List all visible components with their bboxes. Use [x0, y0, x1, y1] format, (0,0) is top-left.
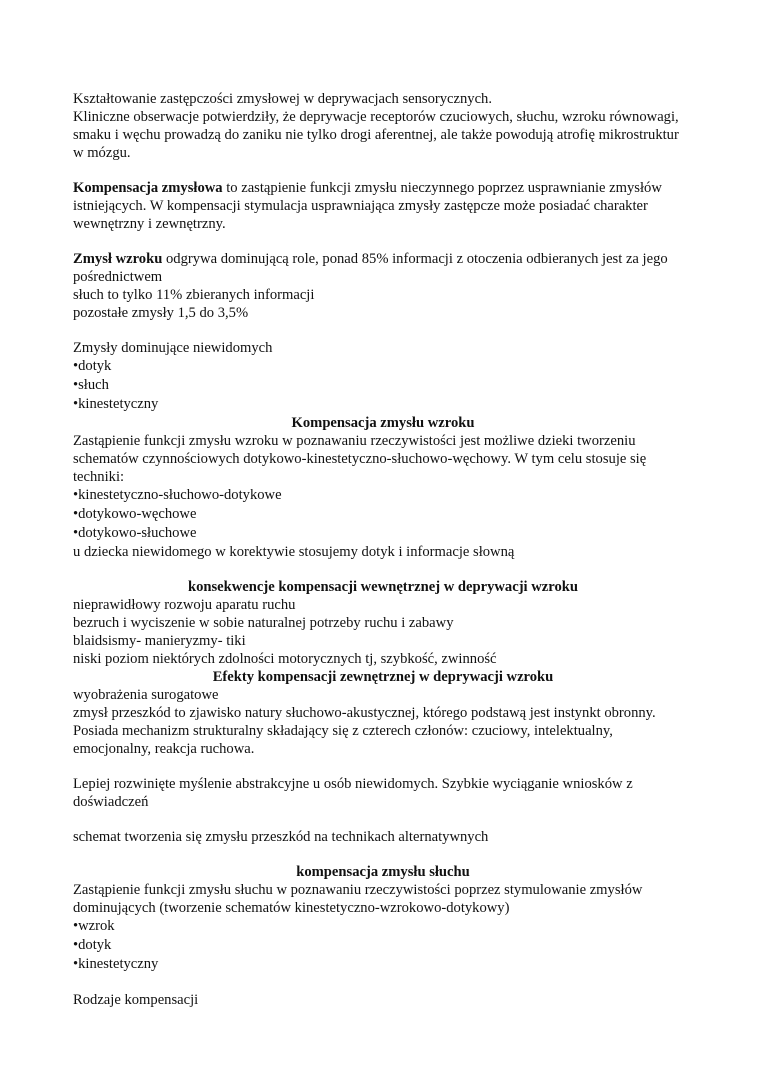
- list-item: •słuch: [73, 377, 109, 393]
- konsekwencje-heading: konsekwencje kompensacji wewnętrznej w deprywacji wzroku: [187, 579, 579, 595]
- kompensacja-zmyslowa-paragraph: [73, 179, 693, 233]
- intro-text: Kliniczne obserwacje potwierdziły, że deprywacje receptorów czuciowych, słuchu, wzroku równowagi, smaku i węchu prowadzą do zaniku nie tylko drogi aferentnej, ale także powodują atrofię mikrostruktur w mózgu.: [73, 109, 683, 161]
- spacer: [73, 322, 693, 339]
- list-item: •dotykowo-słuchowe: [73, 525, 197, 541]
- zmysl-wzroku-line2: słuch to tylko 11% zbieranych informacji: [73, 287, 315, 303]
- spacer: [73, 811, 693, 828]
- efekty-paragraph2: Lepiej rozwinięte myślenie abstrakcyjne u osób niewidomych. Szybkie wyciąganie wniosków z doświadczeń: [73, 776, 637, 810]
- spacer: [73, 233, 693, 250]
- efekty-paragraph3: schemat tworzenia się zmysłu przeszkód na technikach alternatywnych: [73, 829, 489, 845]
- zmysl-wzroku-line3: pozostałe zmysły 1,5 do 3,5%: [73, 305, 249, 321]
- kompensacja-zmyslowa-term: Kompensacja zmysłowa: [73, 180, 223, 196]
- spacer: [73, 162, 693, 179]
- efekty-line1: wyobrażenia surogatowe: [73, 687, 219, 703]
- konsekwencje-line: blaidsismy- manieryzmy- tiki: [73, 633, 246, 649]
- konsekwencje-line: bezruch i wyciszenie w sobie naturalnej potrzeby ruchu i zabawy: [73, 615, 454, 631]
- spacer: [73, 758, 693, 775]
- efekty-line2: zmysł przeszkód to zjawisko natury słuchowo-akustycznej, którego podstawą jest instynkt obronny. Posiada mechanizm strukturalny składający się z czterech członów: czuciowy, intelektualny, emocjonalny, reakcja ruchowa.: [73, 705, 660, 757]
- kompensacja-zmyslowa-text: to zastąpienie funkcji zmysłu nieczynnego poprzez usprawnianie zmysłów istniejących. W kompensacji stymulacja usprawniająca zmysły zastępcze może posiadać charakter wewnętrzny i zewnętrzny.: [73, 180, 666, 232]
- spacer: [73, 974, 693, 991]
- list-item: •dotyk: [73, 358, 112, 374]
- zmysl-wzroku-term: Zmysł wzroku: [73, 251, 163, 267]
- list-item: •dotykowo-węchowe: [73, 506, 197, 522]
- document-page: [73, 90, 693, 1009]
- konsekwencje-line: niski poziom niektórych zdolności motorycznych tj, szybkość, zwinność: [73, 651, 497, 667]
- list-item: •wzrok: [73, 918, 115, 934]
- kompensacja-wzroku-heading: Kompensacja zmysłu wzroku: [291, 415, 475, 431]
- kompensacja-wzroku-text: Zastąpienie funkcji zmysłu wzroku w poznawaniu rzeczywistości jest możliwe dzieki tworzeniu schematów czynnościowych dotykowo-kinestetyczno-słuchowo-węchowy. W tym celu stosuje się techniki:: [73, 433, 650, 485]
- kompensacja-wzroku-closing: u dziecka niewidomego w korektywie stosujemy dotyk i informacje słowną: [73, 544, 515, 560]
- efekty-heading: Efekty kompensacji zewnętrznej w deprywacji wzroku: [212, 669, 554, 685]
- rodzaje-title: Rodzaje kompensacji: [73, 992, 199, 1008]
- spacer: [73, 846, 693, 863]
- konsekwencje-line: nieprawidłowy rozwoju aparatu ruchu: [73, 597, 296, 613]
- kompensacja-sluchu-text: Zastąpienie funkcji zmysłu słuchu w poznawaniu rzeczywistości poprzez stymulowanie zmysłów dominujących (tworzenie schematów kinestetyczno-wzrokowo-dotykowy): [73, 882, 647, 916]
- zmysl-wzroku-text: odgrywa dominującą role, ponad 85% informacji z otoczenia odbieranych jest za jego pośrednictwem: [73, 251, 672, 285]
- list-item: •kinestetyczno-słuchowo-dotykowe: [73, 487, 282, 503]
- list-item: •kinestetyczny: [73, 956, 159, 972]
- spacer: [73, 561, 693, 578]
- kompensacja-sluchu-heading: kompensacja zmysłu słuchu: [296, 864, 470, 880]
- list-item: •dotyk: [73, 937, 112, 953]
- zmysl-wzroku-paragraph: [73, 250, 693, 286]
- dominujace-title: Zmysły dominujące niewidomych: [73, 340, 273, 356]
- list-item: •kinestetyczny: [73, 396, 159, 412]
- intro-title: Kształtowanie zastępczości zmysłowej w deprywacjach sensorycznych.: [73, 91, 493, 107]
